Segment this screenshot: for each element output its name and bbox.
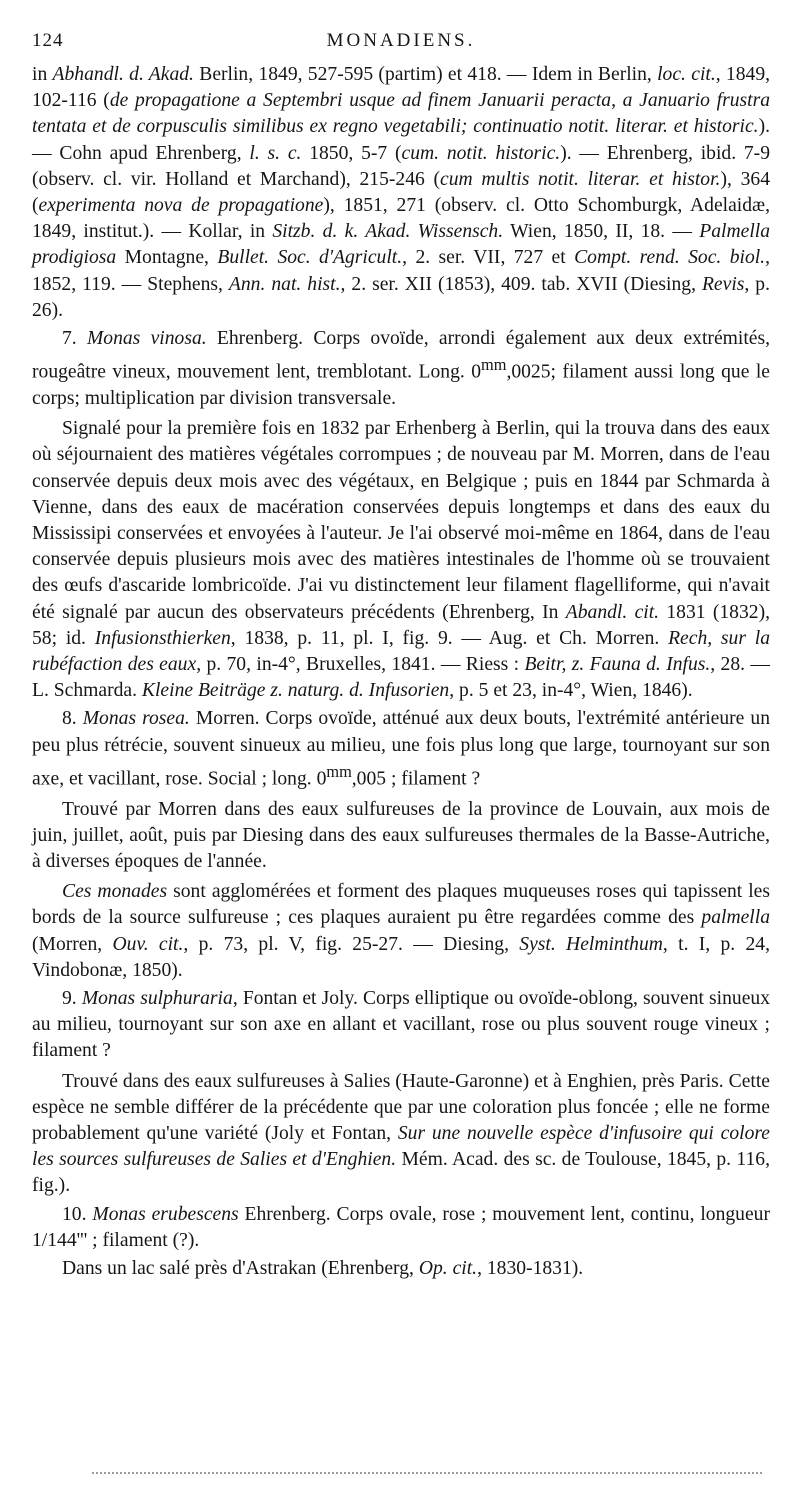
paragraph-species-8-notes: Ces monades sont agglomérées et forment des plaques muqueuses roses qui tapissent les bords de la source sulfureuse ; ces plaques auraient pu être regardées comme des palmella (Morren, Ouv. cit., p. 73, pl. V, fig. 25-27. — Diesing, Syst. Helminthum, t. I, p. 24, Vindobonæ, 1850).	[32, 881, 771, 981]
paragraph-species-8-locality: Trouvé par Morren dans des eaux sulfureuses de la province de Louvain, aux mois de juin, juillet, août, puis par Diesing dans des eaux sulfureuses thermales de la Basse-Autriche, à diverses époques de l'année.	[32, 798, 770, 872]
footer-dotted-rule	[92, 1472, 762, 1474]
body-text	[32, 62, 770, 1282]
paragraph-species-8-description: 8. Monas rosea. Morren. Corps ovoïde, atténué aux deux bouts, l'extrémité antérieure un peu plus rétrécie, souvent sinueux au milieu, une fois plus long que large, tournoyant sur son axe, et vacillant, rose. Social ; long. $0^{mm},005$ ; filament ?	[32, 708, 771, 790]
running-title: MONADIENS.	[326, 30, 476, 51]
paragraph-species-9-description: 9. Monas sulphuraria, Fontan et Joly. Corps elliptique ou ovoïde-oblong, souvent sinueux au milieu, tournoyant sur son axe en allant et vacillant, rose ou plus souvent rouge vineux ; filament ?	[32, 987, 771, 1062]
running-header	[32, 30, 770, 56]
paragraph-species-7-description: 7. Monas vinosa. Ehrenberg. Corps ovoïde, arrondi également aux deux extrémités, rougeâtre vineux, mouvement lent, tremblotant. Long. $0^{mm},0025$; filament aussi long que le corps; multiplication par division transversale.	[32, 328, 771, 409]
paragraph-species-7-observations: Signalé pour la première fois en 1832 par Erhenberg à Berlin, qui la trouva dans des eaux où séjournaient des matières végétales corrompues ; de nouveau par M. Morren, dans de l'eau conservée depuis deux mois avec des végétaux, en Belgique ; puis en 1844 par Schmarda à Vienne, dans des eaux de macération conservées depuis longtemps et dans des eaux du Mississipi conservées et envoyées à l'auteur. Je l'ai observé moi-même en 1864, dans de l'eau conservée depuis plusieurs mois avec des matières intestinales de l'homme où se trouvaient des œufs d'ascaride lombricoïde. J'ai vu distinctement leur filament flagelliforme, qui n'avait été signalé par aucun des observateurs précédents (Ehrenberg, In Abandl. cit. 1831 (1832), 58; id. Infusionsthierken, 1838, p. 11, pl. I, fig. 9. — Aug. et Ch. Morren. Rech, sur la rubéfaction des eaux, p. 70, in-4°, Bruxelles, 1841. — Riess : Beitr, z. Fauna d. Infus., 28. — L. Schmarda. Kleine Beiträge z. naturg. d. Infusorien, p. 5 et 23, in-4°, Wien, 1846).	[32, 418, 771, 702]
paragraph-references-continued: in Abhandl. d. Akad. Berlin, 1849, 527-595 (partim) et 418. — Idem in Berlin, loc. cit., 1849, 102-116 (de propagatione a Septembri usque ad finem Januarii peracta, a Januario frustra tentata et de corpusculis similibus ex regno vegetabili; continuatio notit. literar. et historic.). — Cohn apud Ehrenberg, l. s. c. 1850, 5-7 (cum. notit. historic.). — Ehrenberg, ibid. 7-9 (observ. cl. vir. Holland et Marchand), 215-246 (cum multis notit. literar. et histor.), 364 (experimenta nova de propagatione), 1851, 271 (observ. cl. Otto Schomburgk, Adelaidæ, 1849, institut.). — Kollar, in Sitzb. d. k. Akad. Wissensch. Wien, 1850, II, 18. — Palmella prodigiosa Montagne, Bullet. Soc. d'Agricult., 2. ser. VII, 727 et Compt. rend. Soc. biol., 1852, 119. — Stephens, Ann. nat. hist., 2. ser. XII (1853), 409. tab. XVII (Diesing, Revis, p. 26).	[32, 64, 771, 321]
paragraph-species-10-description: 10. Monas erubescens Ehrenberg. Corps ovale, rose ; mouvement lent, continu, longueur 1/144''' ; filament (?).	[32, 1203, 770, 1251]
page-number: 124	[32, 30, 64, 51]
paragraph-species-9-locality: Trouvé dans des eaux sulfureuses à Salies (Haute-Garonne) et à Enghien, près Paris. Cette espèce ne semble différer de la précédente que par une coloration plus foncée ; elle ne forme probablement qu'une variété (Joly et Fontan, Sur une nouvelle espèce d'infusoire qui colore les sources sulfureuses de Salies et d'Enghien. Mém. Acad. des sc. de Toulouse, 1845, p. 116, fig.).	[32, 1070, 770, 1197]
paragraph-species-10-locality: Dans un lac salé près d'Astrakan (Ehrenberg, Op. cit., 1830-1831).	[62, 1258, 584, 1279]
